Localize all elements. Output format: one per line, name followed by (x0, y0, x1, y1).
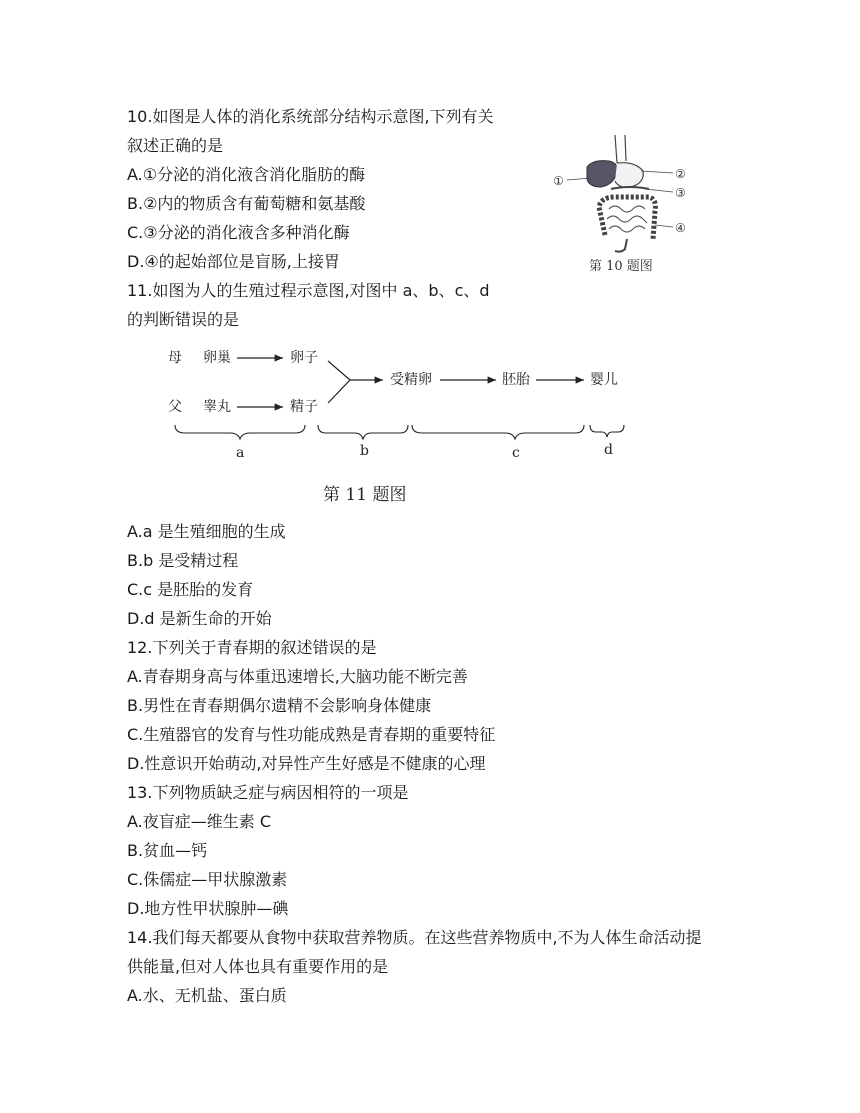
q12-option-b: B.男性在青春期偶尔遗精不会影响身体健康 (127, 696, 432, 715)
q10-option-b: B.②内的物质含有葡萄糖和氨基酸 (127, 194, 366, 213)
label-1: ① (553, 174, 564, 188)
label-c: c (512, 445, 520, 461)
q13-stem: 13.下列物质缺乏症与病因相符的一项是 (127, 783, 409, 802)
label-b: b (360, 443, 369, 459)
q13-option-d: D.地方性甲状腺肿—碘 (127, 899, 289, 918)
label-4: ④ (675, 221, 686, 235)
reproduction-process-figure (160, 345, 640, 505)
q10-option-a: A.①分泌的消化液含消化脂肪的酶 (127, 165, 366, 184)
label-a: a (236, 445, 245, 461)
q12-option-c: C.生殖器官的发育与性功能成熟是青春期的重要特征 (127, 725, 496, 744)
q10-option-d: D.④的起始部位是盲肠,上接胃 (127, 252, 340, 271)
label-father: 父 (168, 399, 182, 415)
label-mother: 母 (168, 350, 182, 366)
q14-option-a: A.水、无机盐、蛋白质 (127, 986, 287, 1005)
reproduction-arrows (160, 345, 640, 470)
digestive-system-figure (545, 135, 695, 275)
label-ovary: 卵巢 (203, 350, 231, 366)
small-intestine-shape (607, 206, 647, 232)
q10-option-c: C.③分泌的消化液含多种消化酶 (127, 223, 350, 242)
label-egg: 卵子 (290, 350, 318, 366)
liver-shape (587, 161, 617, 187)
figure-11-caption: 第 11 题图 (323, 485, 407, 505)
label-sperm: 精子 (290, 399, 318, 415)
brace-a (175, 425, 305, 439)
digestive-system-diagram (545, 135, 695, 260)
q10-stem-line1: 10.如图是人体的消化系统部分结构示意图,下列有关 (127, 107, 494, 126)
label-zygote: 受精卵 (390, 372, 432, 388)
brace-d (590, 425, 624, 437)
q11-option-a: A.a 是生殖细胞的生成 (127, 522, 286, 541)
q10-stem-line2: 叙述正确的是 (127, 136, 224, 155)
label-embryo: 胚胎 (502, 372, 530, 388)
q12-stem: 12.下列关于青春期的叙述错误的是 (127, 638, 377, 657)
label-3: ③ (675, 186, 686, 200)
brace-b (318, 425, 408, 439)
q11-option-d: D.d 是新生命的开始 (127, 609, 272, 628)
q13-option-a: A.夜盲症—维生素 C (127, 812, 272, 831)
q14-stem-line1: 14.我们每天都要从食物中获取营养物质。在这些营养物质中,不为人体生命活动提 (127, 928, 702, 947)
q13-option-b: B.贫血—钙 (127, 841, 208, 860)
q12-option-d: D.性意识开始萌动,对异性产生好感是不健康的心理 (127, 754, 486, 773)
q11-option-b: B.b 是受精过程 (127, 551, 239, 570)
q13-option-c: C.侏儒症—甲状腺激素 (127, 870, 288, 889)
q11-option-c: C.c 是胚胎的发育 (127, 580, 254, 599)
stomach-shape (615, 163, 643, 188)
q14-stem-line2: 供能量,但对人体也具有重要作用的是 (127, 957, 389, 976)
q11-stem-line2: 的判断错误的是 (127, 310, 240, 329)
q11-stem-line1: 11.如图为人的生殖过程示意图,对图中 a、b、c、d (127, 281, 490, 300)
brace-c (412, 425, 584, 439)
label-baby: 婴儿 (590, 372, 618, 388)
label-2: ② (675, 167, 686, 181)
q12-option-a: A.青春期身高与体重迅速增长,大脑功能不断完善 (127, 667, 468, 686)
label-testis: 睾丸 (203, 399, 231, 415)
label-d: d (604, 442, 613, 458)
figure-10-caption: 第 10 题图 (589, 259, 653, 274)
pancreas-shape (611, 187, 649, 189)
